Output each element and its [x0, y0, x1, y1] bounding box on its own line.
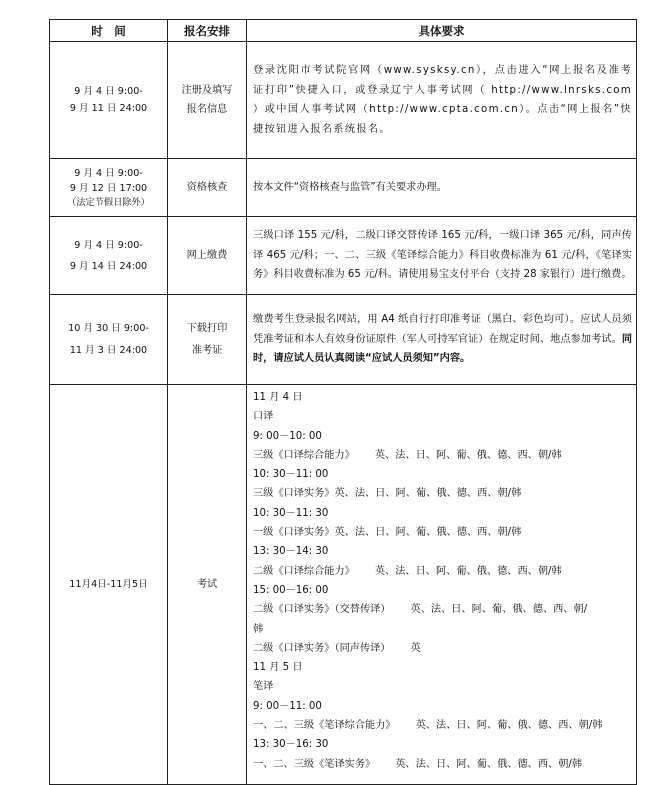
table-row	[50, 217, 637, 295]
exam-schedule-line	[253, 658, 632, 677]
exam-schedule-line	[253, 542, 632, 561]
arrangement-line: 报名信息	[186, 104, 228, 115]
exam-line-text: 三级《口译综合能力》	[253, 449, 355, 461]
exam-line-text: 一、二、三级《笔译综合能力》	[253, 720, 396, 732]
requirement-cell	[247, 159, 637, 217]
exam-line-text: 15: 00－16: 00	[253, 584, 329, 596]
exam-schedule-line	[253, 465, 632, 484]
table-header-row	[50, 20, 637, 42]
exam-schedule-line	[253, 484, 632, 503]
arrangement-line: 考试	[196, 579, 218, 590]
exam-schedule-line	[253, 677, 632, 696]
arrangement-cell	[168, 159, 247, 217]
requirement-bold-text: 同时，请应试人员认真阅读“应试人员须知”内容。	[253, 333, 632, 365]
exam-line-text: 13: 30－14: 30	[253, 546, 329, 558]
exam-line-text: 二级《口译实务》（交替传译）	[253, 604, 391, 616]
time-start: 9 月 4 日 9:00-	[74, 239, 143, 251]
arrangement-line: 注册及填写	[181, 85, 233, 96]
time-start: 10 月 30 日 9:00-	[68, 322, 149, 334]
exam-schedule-line	[253, 697, 632, 716]
table-row	[50, 42, 637, 159]
exam-schedule-line	[253, 620, 632, 639]
exam-line-text: 二级《口译实务》（同声传译）	[253, 642, 391, 654]
exam-line-text: 笔译	[253, 681, 274, 693]
exam-line-text: 一、二、三级《笔译实务》	[253, 758, 376, 770]
exam-line-text: 11 月 5 日	[253, 662, 303, 674]
requirement-cell	[247, 42, 637, 159]
time-end: 9 月 11 日 24:00	[69, 103, 148, 114]
time-start: 9 月 4 日 9:00-	[74, 167, 143, 179]
requirement-normal-text: 缴费考生登录报名网站，用 A4 纸自行打印准考证（黑白、彩色均可）。应试人员须凭准考证和本人有效身份证原件（军人可持军官证）在规定时间、地点参加考试。	[253, 314, 632, 345]
exam-schedule-line	[253, 523, 632, 542]
exam-line-text: 9: 00－11: 00	[253, 700, 322, 712]
exam-schedule-line	[253, 755, 632, 774]
exam-line-text: 10: 30－11: 30	[253, 507, 329, 519]
time-cell	[50, 42, 168, 159]
exam-schedule-line	[253, 407, 632, 426]
arrangement-line: 资格核查	[186, 182, 228, 193]
time-cell	[50, 385, 168, 785]
time-cell	[50, 295, 168, 385]
table-row	[50, 159, 637, 217]
time-end: 9 月 14 日 24:00	[69, 260, 148, 272]
exam-schedule-line	[253, 716, 632, 735]
exam-lines	[253, 388, 632, 774]
exam-line-text: 9: 00－10: 00	[253, 430, 322, 442]
time-note: （法定节假日除外）	[67, 196, 150, 208]
requirement-cell	[247, 217, 637, 295]
exam-schedule-cell	[247, 385, 637, 785]
exam-languages: 英、法、日、阿、葡、俄、德、西、朝/	[410, 604, 588, 616]
arrangement-line: 网上缴费	[186, 250, 228, 261]
exam-line-text: 10: 30－11: 00	[253, 469, 329, 481]
arrangement-cell	[168, 295, 247, 385]
arrangement-line: 准考证	[191, 344, 223, 356]
exam-line-text: 二级《口译综合能力》	[253, 565, 355, 577]
exam-line-text: 一级《口译实务》英、法、日、阿、葡、俄、德、西、朝/韩	[253, 527, 522, 539]
requirement-text: 三级口译 155 元/科，二级口译交替传译 165 元/科，一级口译 365 元/科，同声传译 465 元/科；一、二、三级《笔译综合能力》科目收费标准为 61 元/科，《笔译实务》科目收费标准为 65 元/科。请使用易宝支付平台（支持 28 家银行）进行缴费。	[253, 230, 632, 281]
requirement-text: 按本文件“资格核查与监管”有关要求办理。	[253, 181, 447, 193]
header-requirement: 具体要求	[247, 20, 637, 42]
arrangement-cell	[168, 42, 247, 159]
arrangement-cell	[168, 385, 247, 785]
exam-schedule-line	[253, 388, 632, 407]
exam-schedule-line	[253, 600, 632, 619]
exam-schedule-table	[49, 19, 637, 785]
time-cell	[50, 159, 168, 217]
exam-languages: 英、法、日、阿、葡、俄、德、西、朝/韩	[374, 565, 562, 577]
exam-schedule-line	[253, 504, 632, 523]
exam-line-text: 韩	[253, 623, 264, 635]
header-arrangement: 报名安排	[168, 20, 247, 42]
arrangement-line: 下载打印	[186, 322, 228, 334]
exam-line-text: 13: 30－16: 30	[253, 739, 329, 751]
exam-line-text: 11 月 4 日	[253, 392, 303, 403]
time-start: 9 月 4 日 9:00-	[74, 86, 143, 97]
exam-date-range: 11月4日-11月5日	[69, 579, 148, 590]
time-end: 9 月 12 日 17:00	[69, 182, 148, 194]
exam-languages: 英、法、日、阿、葡、俄、德、西、朝/韩	[415, 720, 603, 732]
requirement-text: 登录沈阳市考试院官网（www.sysksy.cn），点击进入“网上报名及准考证打印”快捷入口，或登录辽宁人事考试网（ http://www.lnrsks.com ）或中国人事考试网（http://www.cpta.com.cn）。点击“网上报名”快捷按钮进入报名系统报名。	[253, 65, 632, 135]
header-time: 时 间	[50, 20, 168, 42]
exam-line-text: 三级《口译实务》英、法、日、阿、葡、俄、德、西、朝/韩	[253, 488, 522, 500]
exam-schedule-line	[253, 562, 632, 581]
exam-schedule-line	[253, 581, 632, 600]
exam-languages: 英	[410, 642, 421, 654]
requirement-cell	[247, 295, 637, 385]
time-cell	[50, 217, 168, 295]
exam-schedule-line	[253, 639, 632, 658]
table-row	[50, 385, 637, 785]
exam-schedule-line	[253, 446, 632, 465]
exam-line-text: 口译	[253, 411, 274, 423]
exam-languages: 英、法、日、阿、葡、俄、德、西、朝/韩	[395, 758, 583, 770]
exam-schedule-line	[253, 427, 632, 446]
time-end: 11 月 3 日 24:00	[69, 344, 148, 356]
arrangement-cell	[168, 217, 247, 295]
exam-languages: 英、法、日、阿、葡、俄、德、西、朝/韩	[374, 449, 562, 461]
requirement-text	[253, 310, 632, 369]
exam-schedule-line	[253, 735, 632, 754]
table-row	[50, 295, 637, 385]
